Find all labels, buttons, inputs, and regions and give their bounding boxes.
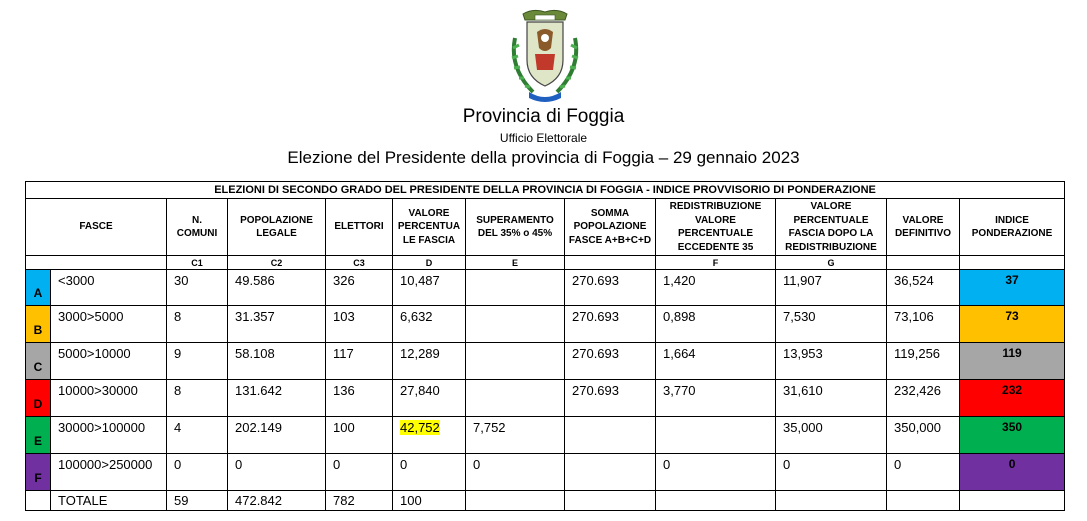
cell-value: 31.357	[235, 309, 275, 324]
column-code: C3	[326, 256, 393, 270]
cell-fascia	[51, 343, 167, 380]
cell-value: 9	[174, 346, 182, 361]
column-header: REDISTRIBUZIONE VALORE PERCENTUALE ECCEDENTE 35	[656, 199, 776, 256]
cell-value: 100	[333, 420, 355, 435]
cell-definitivo	[887, 306, 960, 343]
table-body	[26, 182, 1065, 511]
cell-comuni	[167, 270, 228, 306]
cell-somma	[565, 380, 656, 417]
cell-valore-fascia	[393, 270, 466, 306]
cell-value: 7,530	[783, 309, 816, 324]
cell-definitivo	[887, 454, 960, 491]
total-empty	[656, 491, 776, 511]
weighting-index: 37	[960, 270, 1065, 306]
cell-valore-dopo	[776, 380, 887, 417]
column-header: INDICE PONDERAZIONE	[960, 199, 1065, 256]
column-code: C2	[228, 256, 326, 270]
cell-value: 6,632	[400, 309, 433, 324]
cell-popolazione	[228, 380, 326, 417]
cell-value: 0,898	[663, 309, 696, 324]
cell-fascia	[51, 306, 167, 343]
cell-value: 0	[663, 457, 671, 472]
cell-value: 3,770	[663, 383, 696, 398]
cell-value: 270.693	[572, 383, 619, 398]
cell-value: 117	[333, 346, 354, 361]
cell-value: 11,907	[783, 273, 822, 288]
column-code: C1	[167, 256, 228, 270]
cell-value: 3000>5000	[58, 309, 124, 324]
cell-redistribuzione	[656, 343, 776, 380]
total-empty	[776, 491, 887, 511]
column-header: N. COMUNI	[167, 199, 228, 256]
cell-comuni	[167, 417, 228, 454]
column-header: SUPERAMENTO DEL 35% o 45%	[466, 199, 565, 256]
column-code	[887, 256, 960, 270]
band-letter: A	[26, 270, 51, 306]
column-code	[26, 256, 167, 270]
cell-value: 42,752	[400, 420, 440, 435]
column-header: VALORE PERCENTUA LE FASCIA	[393, 199, 466, 256]
cell-valore-dopo	[776, 343, 887, 380]
cell-value: 232,426	[894, 383, 941, 398]
cell-value: 1,664	[663, 346, 696, 361]
cell-value: 30000>100000	[58, 420, 146, 435]
cell-valore-fascia	[393, 380, 466, 417]
cell-somma	[565, 270, 656, 306]
band-letter: B	[26, 306, 51, 343]
cell-elettori	[326, 454, 393, 491]
cell-comuni	[167, 306, 228, 343]
cell-value: 103	[333, 309, 355, 324]
cell-value: 0	[400, 457, 408, 472]
cell-valore-fascia	[393, 306, 466, 343]
election-heading: Elezione del Presidente della provincia di Foggia – 29 gennaio 2023	[287, 148, 800, 167]
cell-popolazione	[228, 306, 326, 343]
cell-comuni	[167, 343, 228, 380]
column-header: POPOLAZIONE LEGALE	[228, 199, 326, 256]
cell-definitivo	[887, 380, 960, 417]
band-letter: D	[26, 380, 51, 417]
cell-definitivo	[887, 270, 960, 306]
band-letter: F	[26, 454, 51, 491]
column-header: ELETTORI	[326, 199, 393, 256]
total-empty	[960, 491, 1065, 511]
cell-somma	[565, 306, 656, 343]
cell-value: 136	[333, 383, 355, 398]
cell-value: 270.693	[572, 346, 619, 361]
cell-value: 73,106	[894, 309, 934, 324]
cell-value: 8	[174, 383, 182, 398]
cell-elettori	[326, 380, 393, 417]
total-valore-fascia: 100	[393, 491, 466, 511]
cell-fascia	[51, 454, 167, 491]
cell-value: 12,289	[400, 346, 440, 361]
cell-value: 27,840	[400, 383, 440, 398]
cell-fascia	[51, 270, 167, 306]
cell-valore-fascia	[393, 454, 466, 491]
cell-value: 31,610	[783, 383, 823, 398]
weighting-index: 73	[960, 306, 1065, 343]
table-row	[26, 417, 1065, 454]
cell-valore-dopo	[776, 270, 887, 306]
cell-somma	[565, 454, 656, 491]
cell-redistribuzione	[656, 454, 776, 491]
cell-value: 7,752	[473, 420, 506, 435]
cell-superamento	[466, 306, 565, 343]
table-row	[26, 270, 1065, 306]
weighting-index: 350	[960, 417, 1065, 454]
cell-value: 0	[174, 457, 182, 472]
cell-valore-dopo	[776, 454, 887, 491]
cell-value: 49.586	[235, 273, 275, 288]
cell-somma	[565, 417, 656, 454]
cell-value: 0	[783, 457, 791, 472]
weighting-index: 119	[960, 343, 1065, 380]
cell-value: 4	[174, 420, 182, 435]
cell-value: 100000>250000	[58, 457, 153, 472]
cell-popolazione	[228, 270, 326, 306]
table-row	[26, 343, 1065, 380]
cell-valore-fascia	[393, 343, 466, 380]
weighting-index: 232	[960, 380, 1065, 417]
cell-popolazione	[228, 343, 326, 380]
cell-superamento	[466, 454, 565, 491]
cell-definitivo	[887, 343, 960, 380]
total-popolazione: 472.842	[228, 491, 326, 511]
code-row	[26, 256, 1065, 270]
cell-value: 0	[473, 457, 481, 472]
cell-somma	[565, 343, 656, 380]
column-header: VALORE PERCENTUALE FASCIA DOPO LA REDISTRIBUZIONE	[776, 199, 887, 256]
column-header: VALORE DEFINITIVO	[887, 199, 960, 256]
column-code: F	[656, 256, 776, 270]
band-letter: C	[26, 343, 51, 380]
cell-value: 8	[174, 309, 182, 324]
cell-popolazione	[228, 417, 326, 454]
header-row	[26, 199, 1065, 256]
cell-value: 0	[235, 457, 243, 472]
total-elettori: 782	[326, 491, 393, 511]
column-code: E	[466, 256, 565, 270]
cell-value: 270.693	[572, 273, 619, 288]
cell-value: 58.108	[235, 346, 275, 361]
table-row	[26, 454, 1065, 491]
cell-definitivo	[887, 417, 960, 454]
table-row	[26, 380, 1065, 417]
table-banner: ELEZIONI DI SECONDO GRADO DEL PRESIDENTE DELLA PROVINCIA DI FOGGIA - INDICE PROVVISORIO DI PONDERAZIONE	[26, 182, 1065, 199]
cell-superamento	[466, 270, 565, 306]
cell-elettori	[326, 306, 393, 343]
page-title: Provincia di Foggia	[462, 106, 625, 127]
column-header: SOMMA POPOLAZIONE FASCE A+B+C+D	[565, 199, 656, 256]
cell-redistribuzione	[656, 417, 776, 454]
office-subtitle: Ufficio Elettorale	[499, 131, 588, 145]
weighting-index: 0	[960, 454, 1065, 491]
total-empty	[466, 491, 565, 511]
cell-value: <3000	[58, 273, 95, 288]
cell-superamento	[466, 417, 565, 454]
total-label: TOTALE	[51, 491, 167, 511]
column-code	[565, 256, 656, 270]
cell-value: 119,256	[894, 346, 941, 361]
total-comuni: 59	[167, 491, 228, 511]
column-header: FASCE	[26, 199, 167, 256]
cell-value: 30	[174, 273, 189, 288]
banner-row	[26, 182, 1065, 199]
cell-elettori	[326, 343, 393, 380]
cell-value: 1,420	[663, 273, 696, 288]
cell-comuni	[167, 380, 228, 417]
cell-value: 202.149	[235, 420, 282, 435]
table-row	[26, 306, 1065, 343]
cell-value: 13,953	[783, 346, 823, 361]
cell-fascia	[51, 417, 167, 454]
total-spacer	[26, 491, 51, 511]
province-coat-of-arms	[505, 8, 585, 104]
cell-value: 35,000	[783, 420, 823, 435]
cell-value: 5000>10000	[58, 346, 131, 361]
cell-elettori	[326, 417, 393, 454]
cell-value: 131.642	[235, 383, 282, 398]
cell-comuni	[167, 454, 228, 491]
cell-fascia	[51, 380, 167, 417]
total-empty	[565, 491, 656, 511]
cell-redistribuzione	[656, 380, 776, 417]
column-code: G	[776, 256, 887, 270]
cell-value: 350,000	[894, 420, 941, 435]
column-code: D	[393, 256, 466, 270]
cell-value: 10000>30000	[58, 383, 138, 398]
cell-valore-dopo	[776, 306, 887, 343]
cell-redistribuzione	[656, 306, 776, 343]
cell-redistribuzione	[656, 270, 776, 306]
cell-value: 10,487	[400, 273, 440, 288]
cell-superamento	[466, 343, 565, 380]
total-row	[26, 491, 1065, 511]
cell-valore-dopo	[776, 417, 887, 454]
cell-superamento	[466, 380, 565, 417]
cell-value: 0	[333, 457, 341, 472]
band-letter: E	[26, 417, 51, 454]
cell-valore-fascia	[393, 417, 466, 454]
cell-elettori	[326, 270, 393, 306]
cell-value: 0	[894, 457, 902, 472]
weighting-index-table	[25, 181, 1065, 511]
column-code	[960, 256, 1065, 270]
cell-value: 326	[333, 273, 355, 288]
cell-value: 36,524	[894, 273, 934, 288]
cell-popolazione	[228, 454, 326, 491]
cell-value: 270.693	[572, 309, 619, 324]
total-empty	[887, 491, 960, 511]
